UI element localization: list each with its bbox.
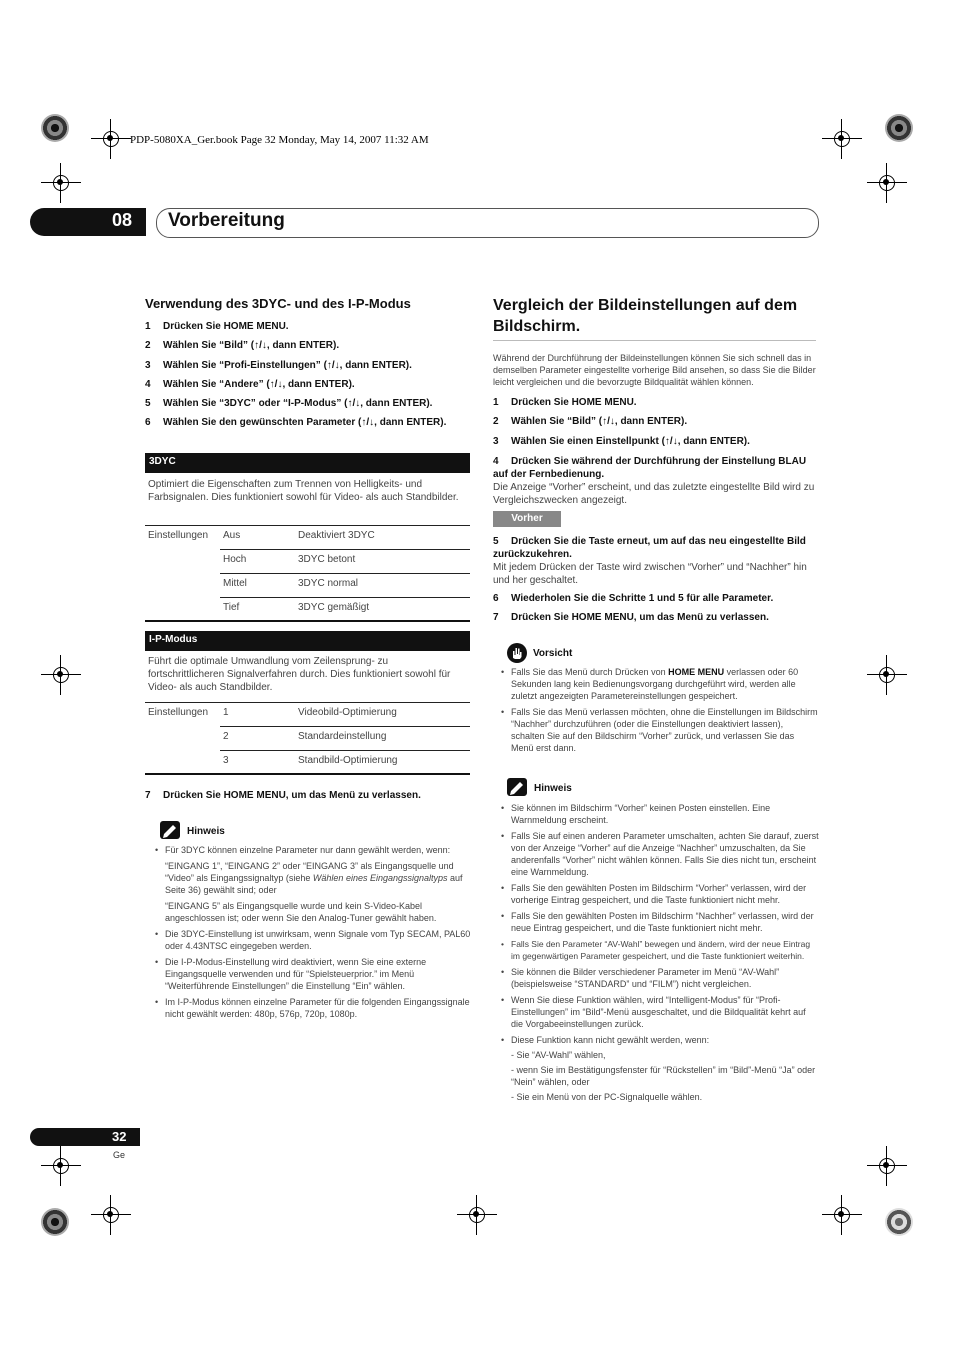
step-5-description: Mit jedem Drücken der Taste wird zwischen “Vorher” und “Nachher” hin und her geschaltet. (493, 562, 807, 586)
note-icon (507, 778, 527, 796)
step-4: 4 Wählen Sie “Andere” (↑/↓, dann ENTER). (145, 379, 355, 390)
table-cell-value: 3DYC betont (298, 554, 356, 565)
crop-mark-icon (867, 1146, 907, 1186)
table-cell-value: 3DYC gemäßigt (298, 602, 370, 613)
table-cell-option: 2 (223, 731, 229, 742)
settings-label: Einstellungen (148, 530, 209, 541)
registration-rosette-icon (885, 1208, 913, 1236)
step-1: 1 Drücken Sie HOME MENU. (493, 397, 637, 408)
crop-mark-icon (91, 1195, 131, 1235)
crop-mark-icon (41, 1146, 81, 1186)
registration-rosette-icon (41, 114, 69, 142)
caution-hand-icon (507, 643, 527, 663)
step-5: 5 Drücken Sie die Taste erneut, um auf das neu eingestellte Bild zurückzukehren. (493, 536, 806, 560)
caution-title: Vorsicht (533, 648, 573, 659)
caution-item: • Falls Sie das Menü verlassen möchten, ohne die Einstellungen im Bildschirm “Nachher” durchzuführen (oder die Einstellungen deaktiviert lassen), schalten Sie auf den Bildschirm “Vorher” zurück, und verlassen Sie das Menü erst dann. (501, 706, 819, 754)
crop-mark-icon (41, 163, 81, 203)
table-cell-value: Deaktiviert 3DYC (298, 530, 375, 541)
step-2: 2 Wählen Sie “Bild” (↑/↓, dann ENTER). (493, 416, 688, 427)
crop-mark-icon (41, 655, 81, 695)
note-item: • Falls Sie den gewählten Posten im Bildschirm “Nachher” verlassen, wird der neue Eintrag gespeichert, und die Taste funktioniert nicht mehr. (501, 910, 819, 934)
table-cell-option: 1 (223, 707, 229, 718)
note-subitem: - Sie “AV-Wahl” wählen, (511, 1050, 606, 1060)
table-cell-option: Mittel (223, 578, 247, 589)
table-cell-value: Standardeinstellung (298, 731, 387, 742)
step-7: 7 Drücken Sie HOME MENU, um das Menü zu verlassen. (493, 612, 769, 623)
caution-item: • Falls Sie das Menü durch Drücken von HOME MENU verlassen oder 60 Sekunden lang kein Bedienungsvorgang durchgeführt wird, werden alle zuletzt angezeigten Parametereinstellungen gespeichert. (501, 666, 819, 702)
note-title: Hinweis (187, 826, 225, 837)
crop-mark-icon (91, 119, 131, 159)
table-3dyc-title: 3DYC (145, 453, 470, 473)
note-list (501, 802, 819, 1103)
note-item: • Diese Funktion kann nicht gewählt werden, wenn: (501, 1034, 819, 1046)
step-5: 5 Wählen Sie “3DYC” oder “I-P-Modus” (↑/↓, dann ENTER). (145, 398, 433, 409)
crop-mark-icon (822, 1195, 862, 1235)
table-cell-option: Hoch (223, 554, 247, 565)
note-item: “EINGANG 1”, “EINGANG 2” oder “EINGANG 3” als Eingangsquelle und “Video” als Eingangssignaltyp (siehe Wählen eines Eingangssignaltyps auf Seite 36) gewählt sind; oder (165, 861, 463, 895)
note-item: • Sie können im Bildschirm “Vorher” keinen Posten einstellen. Eine Warnmeldung erscheint. (501, 802, 819, 826)
registration-rosette-icon (885, 114, 913, 142)
note-item: • Falls Sie auf einen anderen Parameter umschalten, achten Sie darauf, zuerst von der Anzeige “Vorher” auf die Anzeige “Nachher” umzuschalten, da Sie anderenfalls “Vorher” nicht wählen können. Falls Sie dies nicht tun, erscheint eine Warnmeldung. (501, 830, 819, 878)
registration-rosette-icon (41, 1208, 69, 1236)
table-cell-value: Standbild-Optimierung (298, 755, 398, 766)
step-3: 3 Wählen Sie “Profi-Einstellungen” (↑/↓, dann ENTER). (145, 360, 412, 371)
note-item: • Im I-P-Modus können einzelne Parameter für die folgenden Eingangssignale nicht gewählt werden: 480p, 576p, 720p, 1080p. (155, 996, 473, 1020)
caution-list (501, 666, 819, 754)
chapter-number: 08 (112, 210, 133, 230)
step-6: 6 Wiederholen Sie die Schritte 1 und 5 für alle Parameter. (493, 593, 774, 604)
crop-mark-icon (822, 119, 862, 159)
note-subitem: - wenn Sie im Bestätigungsfenster für “Rückstellen” im “Bild”-Menü “Ja” oder “Nein” wählen, oder (511, 1065, 816, 1087)
crop-mark-icon (457, 1195, 497, 1235)
step-2: 2 Wählen Sie “Bild” (↑/↓, dann ENTER). (145, 340, 340, 351)
table-ip-modus-title: I-P-Modus (145, 631, 470, 651)
note-item: • Die 3DYC-Einstellung ist unwirksam, wenn Signale vom Typ SECAM, PAL60 oder 4.43NTSC eingegeben werden. (155, 928, 473, 952)
note-item: • Falls Sie den Parameter “AV-Wahl” bewegen und ändern, wird der neue Eintrag im gegenwärtigen Parameter gespeichert, und die Taste funktioniert weiterhin. (501, 938, 819, 962)
note-item: • Die I-P-Modus-Einstellung wird deaktiviert, wenn Sie eine externe Eingangsquelle verwenden und für “Spielsteuerprior.” im Menü “Weiterführende Einstellungen” die Einstellung “Ein” wählen. (155, 956, 473, 992)
table-cell-value: Videobild-Optimierung (298, 707, 397, 718)
table-cell-option: 3 (223, 755, 229, 766)
intro-paragraph: Während der Durchführung der Bildeinstellungen können Sie sich schnell das in demselben Parameter eingestellte vorherige Bild ansehen, so dass Sie die Bilder leicht vergleichen und die bevorzugte Bildqualität wählen können. (493, 353, 816, 387)
chapter-title: Vorbereitung (168, 210, 285, 231)
table-cell-option: Tief (223, 602, 240, 613)
step-1: 1 Drücken Sie HOME MENU. (145, 321, 289, 332)
table-cell-value: 3DYC normal (298, 578, 359, 589)
page-number: 32 (112, 1129, 127, 1144)
step-6: 6 Wählen Sie den gewünschten Parameter (↑/↓, dann ENTER). (145, 417, 447, 428)
language-code: Ge (113, 1150, 126, 1160)
note-item: • Sie können die Bilder verschiedener Parameter im Menü “AV-Wahl” (beispielsweise “STANDARD” und “FILM”) nicht vergleichen. (501, 966, 819, 990)
note-item: • Falls Sie den gewählten Posten im Bildschirm “Vorher” verlassen, wird der vorherige Eintrag gespeichert, und die Taste funktioniert nicht mehr. (501, 882, 819, 906)
table-3dyc-description: Optimiert die Eigenschaften zum Trennen von Helligkeits- und Farbsignalen. Dies funktioniert sowohl für Video- als auch Standbilder. (148, 479, 459, 503)
note-title: Hinweis (534, 783, 572, 794)
section-heading: Vergleich der Bildeinstellungen auf dem Bildschirm. (493, 297, 798, 335)
table-cell-option: Aus (223, 530, 241, 541)
settings-label: Einstellungen (148, 707, 209, 718)
step-4: 4 Drücken Sie während der Durchführung der Einstellung BLAU auf der Fernbedienung. (493, 456, 807, 480)
note-icon (160, 821, 180, 839)
note-item: “EINGANG 5” als Eingangsquelle wurde und kein S-Video-Kabel angeschlossen ist; oder wenn Sie den Analog-Tuner gewählt haben. (165, 901, 437, 923)
vorher-indicator: Vorher (493, 511, 561, 527)
note-item: • Wenn Sie diese Funktion wählen, wird “Intelligent-Modus” für “Profi-Einstellungen” im “Bild”-Menü ausgeschaltet, und die Bildqualität kehrt auf die Vorgabeeinstellungen zurück. (501, 994, 819, 1030)
note-item: • Für 3DYC können einzelne Parameter nur dann gewählt werden, wenn: (155, 844, 473, 856)
step-3: 3 Wählen Sie einen Einstellpunkt (↑/↓, dann ENTER). (493, 436, 750, 447)
section-heading: Verwendung des 3DYC- und des I-P-Modus (145, 296, 411, 311)
file-info: PDP-5080XA_Ger.book Page 32 Monday, May 14, 2007 11:32 AM (130, 134, 429, 146)
crop-mark-icon (867, 655, 907, 695)
table-ip-modus-description: Führt die optimale Umwandlung vom Zeilensprung- zu fortschrittlicheren Signalverfahren durch. Dies funktioniert sowohl für Video- als auch Standbilder. (148, 656, 451, 693)
step-4-description: Die Anzeige “Vorher” erscheint, und das zuletzte eingestellte Bild wird zu Vergleichszwecken angezeigt. (493, 482, 815, 506)
note-list (155, 844, 473, 1020)
step-7: 7 Drücken Sie HOME MENU, um das Menü zu verlassen. (145, 790, 421, 801)
crop-mark-icon (867, 163, 907, 203)
note-subitem: - Sie ein Menü von der PC-Signalquelle wählen. (511, 1092, 703, 1102)
